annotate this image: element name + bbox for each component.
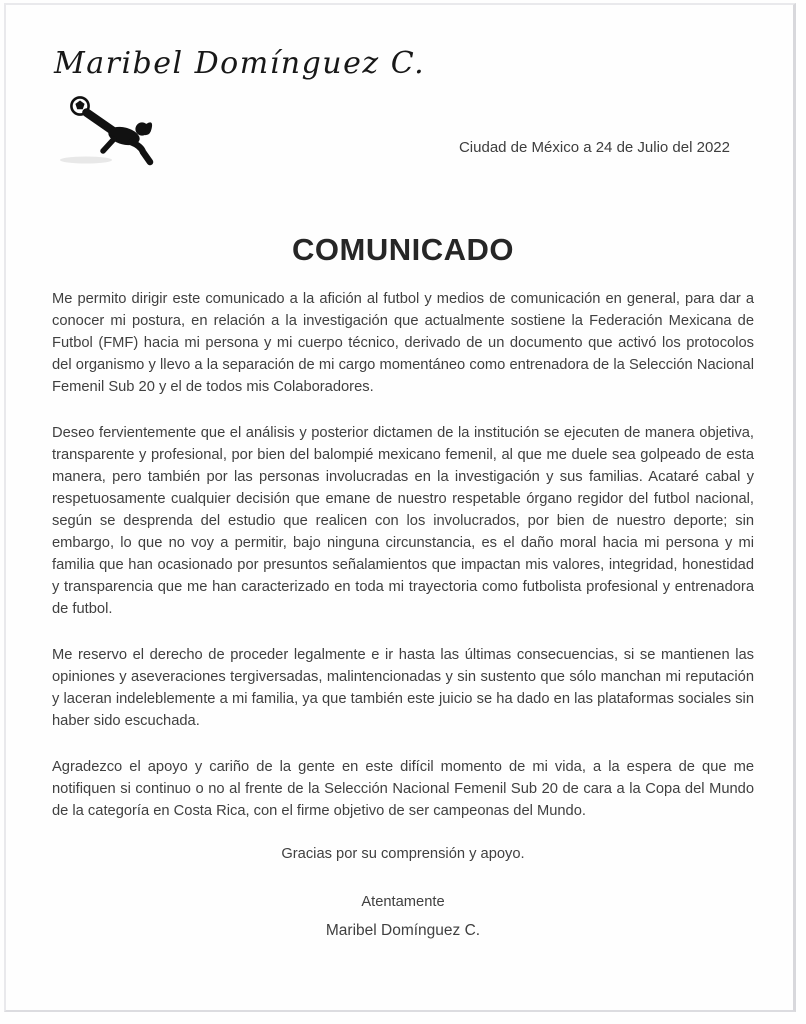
- paragraph-legal-notice: Me reservo el derecho de proceder legalmente e ir hasta las últimas consecuencias, si se mantienen las opiniones y aseveraciones tergiversadas, malintencionadas y sin sustento que sólo manchan mi reputación y laceran indeleblemente a mi familia, ya que también este juicio se ha dado en las plataformas sociales sin haber sido escuchada.: [52, 647, 754, 729]
- signature-name: Maribel Domínguez C.: [325, 922, 481, 939]
- closing-salutation: Atentamente: [361, 894, 445, 910]
- letter-title: COMUNICADO: [292, 232, 514, 267]
- paragraph-gratitude: Agradezco el apoyo y cariño de la gente en este difícil momento de mi vida, a la espera de que me notifiquen si continuo o no al frente de la Selección Nacional Femenil Sub 20 de cara a la Copa del Mundo de la categoría en Costa Rica, con el firme objetivo de ser campeonas del Mundo.: [52, 759, 754, 819]
- letter-body: [52, 288, 754, 822]
- date-line: Ciudad de México a 24 de Julio del 2022: [458, 139, 730, 156]
- closing-thanks: Gracias por su comprensión y apoyo.: [281, 846, 525, 862]
- paragraph-introduction: Me permito dirigir este comunicado a la afición al futbol y medios de comunicación en general, para dar a conocer mi postura, en relación a la investigación que actualmente sostiene la Federación Mexicana de Futbol (FMF) hacia mi persona y mi cuerpo técnico, derivado de un documento que activó los protocolos del organismo y llevo a la separación de mi cargo momentáneo como entrenadora de la Selección Nacional Femenil Sub 20 y el de todos mis Colaboradores.: [52, 291, 754, 395]
- paragraph-position-statement: Deseo fervientemente que el análisis y posterior dictamen de la institución se ejecuten de manera objetiva, transparente y profesional, por bien del balompié mexicano femenil, al que me duele sea golpeado de esta manera, pero también por las personas involucradas en la investigación y sus familias. Acataré cabal y respetuosamente cualquier decisión que emane de nuestro respetable órgano regidor del futbol nacional, según se desprenda del estudio que realicen con los involucrados, por bien de nuestro deporte; sin embargo, lo que no voy a permitir, bajo ninguna circunstancia, es el daño moral hacia mi persona y mi familia que han ocasionado por presuntos señalamientos que impactan mis valores, integridad, honestidad y transparencia que me han caracterizado en toda mi trayectoria como futbolista profesional y entrenadora de futbol.: [52, 425, 754, 617]
- bicycle-kick-player-icon: [52, 94, 166, 168]
- letterhead-name: Maribel Domínguez C.: [54, 46, 426, 81]
- header-row: [52, 90, 754, 168]
